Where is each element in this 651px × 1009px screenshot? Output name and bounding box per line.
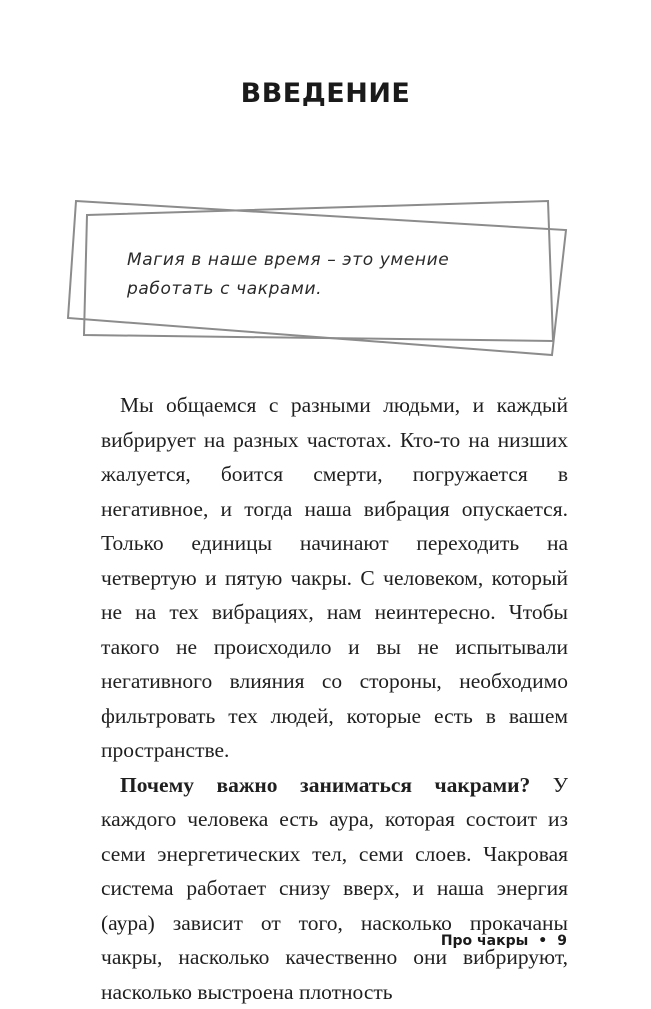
chapter-heading: ВВЕДЕНИЕ (0, 78, 651, 109)
epigraph-text: Магия в наше время – это умение работать с чакрами. (127, 246, 537, 304)
paragraph-1-text: Мы общаемся с разными людьми, и каждый вибрирует на разных частотах. Кто-то на низших жалуется, боится смерти, погружается в негативное, и тогда наша вибрация опускается. Только единицы начинают переходить на четвертую и пятую чакры. С человеком, который не на тех вибрациях, нам неинтересно. Чтобы такого не происходило и вы не испытывали негативного влияния со стороны, необходимо фильтровать тех людей, которые есть в вашем пространстве. (101, 393, 568, 762)
paragraph-2 (101, 768, 568, 1009)
paragraph-2-text: У каждого человека есть аура, которая состоит из семи энергетических тел, семи слоев. Чакровая система работает снизу вверх, и наша энергия (аура) зависит от того, насколько прокачаны чакры, насколько качественно они вибрируют, насколько выстроена плотность (101, 773, 568, 1004)
paragraph-1 (101, 388, 568, 768)
running-title: Про чакры (441, 933, 528, 949)
body-text (101, 388, 568, 1009)
page-footer (441, 933, 567, 949)
paragraph-2-lead: Почему важно заниматься чакрами? (120, 773, 530, 797)
page-number: 9 (557, 933, 567, 949)
footer-separator: • (538, 933, 547, 949)
